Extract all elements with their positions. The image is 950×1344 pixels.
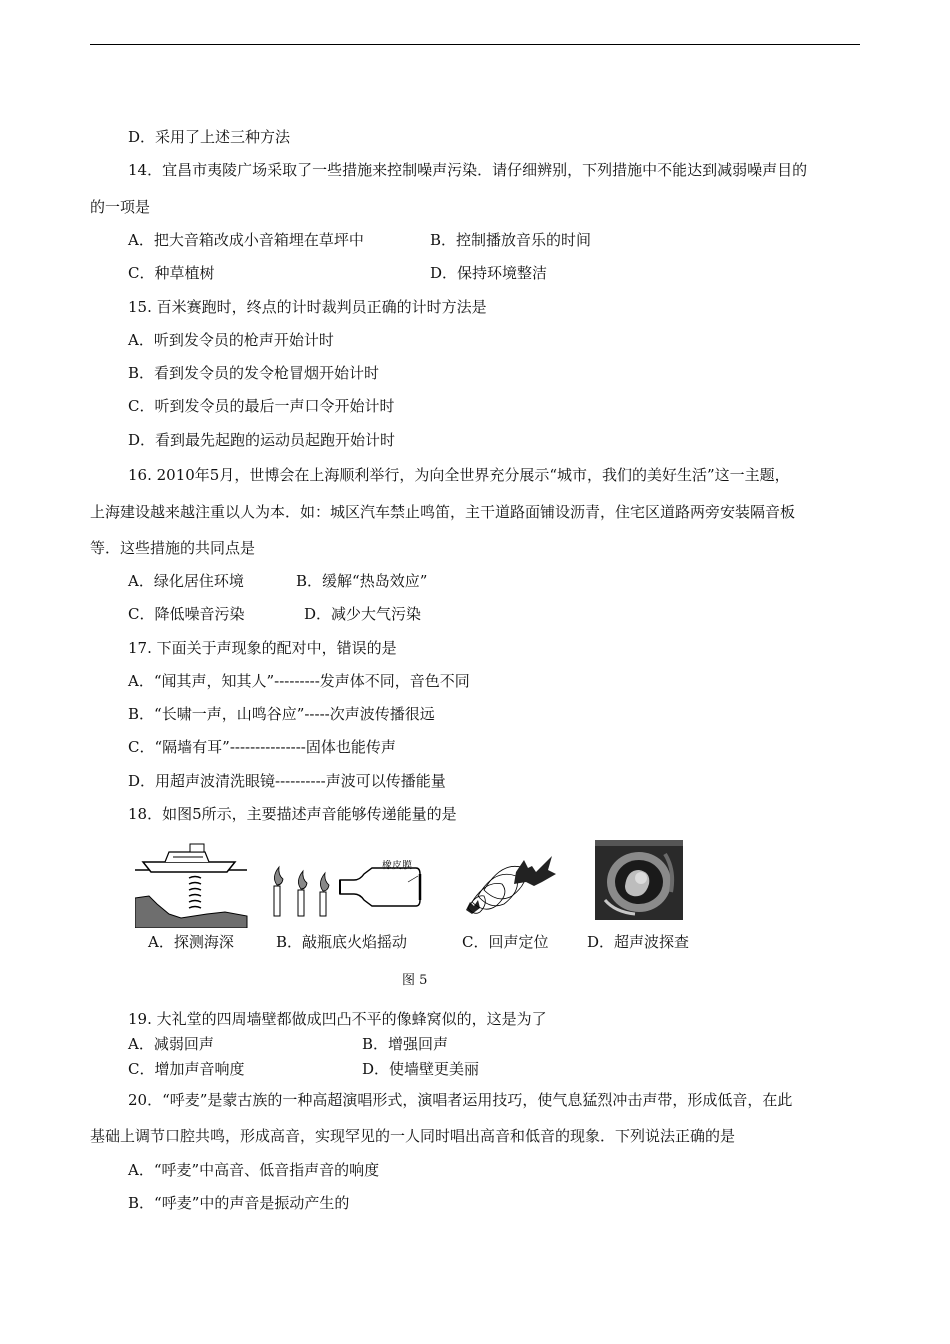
figure-number: 图 5 [402,973,428,988]
q16-option-a: A．绿化居住环境 [128,572,244,590]
q13-option-d: D．采用了上述三种方法 [128,128,291,146]
membrane-label: 橡皮膜 [382,860,412,872]
q16-option-c: C．降低噪音污染 [128,605,245,623]
q16-stem-line3: 等．这些措施的共同点是 [90,539,256,557]
q18-stem: 18．如图5所示，主要描述声音能够传递能量的是 [128,805,457,823]
q17-option-c: C．“隔墙有耳”---------------固体也能传声 [128,738,396,756]
q15-option-c: C．听到发令员的最后一声口令开始计时 [128,397,395,415]
q19-option-b: B．增强回声 [362,1035,449,1053]
q14-option-c: C．种草植树 [128,264,215,282]
figure-caption-a: A．探测海深 [148,933,234,951]
q15-option-b: B．看到发令员的发令枪冒烟开始计时 [128,364,380,382]
q17-option-b: B．“长啸一声，山鸣谷应”-----次声波传播很远 [128,705,435,723]
figure-caption-d: D．超声波探查 [587,933,690,951]
q19-option-d: D．使墙壁更美丽 [362,1060,480,1078]
q19-option-c: C．增加声音响度 [128,1060,245,1078]
q15-option-d: D．看到最先起跑的运动员起跑开始计时 [128,431,396,449]
q17-stem: 17. 下面关于声现象的配对中，错误的是 [128,639,397,657]
bottle-candle-illustration [268,860,440,922]
q19-stem: 19. 大礼堂的四周墙壁都做成凹凸不平的像蜂窝似的，这是为了 [128,1010,547,1028]
q20-stem-line1: 20．“呼麦”是蒙古族的一种高超演唱形式，演唱者运用技巧，使气息猛烈冲击声带，形成低音，在此 [128,1091,793,1109]
q20-option-a: A．“呼麦”中高音、低音指声音的响度 [128,1161,380,1179]
q14-option-b: B．控制播放音乐的时间 [430,231,592,249]
q14-option-d: D．保持环境整洁 [430,264,548,282]
q20-stem-line2: 基础上调节口腔共鸣，形成高音，实现罕见的一人同时唱出高音和低音的现象．下列说法正确的是 [90,1127,736,1145]
q20-option-b: B．“呼麦”中的声音是振动产生的 [128,1194,350,1212]
q16-option-d: D．减少大气污染 [304,605,422,623]
q17-option-a: A．“闻其声，知其人”---------发声体不同，音色不同 [128,672,470,690]
bat-echolocation-illustration [458,850,558,920]
q14-stem-line1: 14．宜昌市夷陵广场采取了一些措施来控制噪声污染．请仔细辨别，下列措施中不能达到减弱噪声目的 [128,161,808,179]
ship-sonar-illustration [135,836,250,928]
q16-stem-line2: 上海建设越来越注重以人为本．如：城区汽车禁止鸣笛，主干道路面铺设沥青，住宅区道路两旁安装隔音板 [90,503,796,521]
header-rule [90,44,860,45]
q19-option-a: A．减弱回声 [128,1035,214,1053]
figure-caption-b: B．敲瓶底火焰摇动 [276,933,408,951]
figure-caption-c: C．回声定位 [462,933,549,951]
q17-option-d: D．用超声波清洗眼镜----------声波可以传播能量 [128,772,446,790]
q16-stem-line1: 16. 2010年5月，世博会在上海顺利举行，为向全世界充分展示“城市，我们的美好生活”这一主题， [128,466,790,484]
q15-stem: 15. 百米赛跑时，终点的计时裁判员正确的计时方法是 [128,298,487,316]
ultrasound-scan-illustration [595,840,683,920]
q14-stem-line2: 的一项是 [90,198,151,216]
q16-option-b: B．缓解“热岛效应” [296,572,428,590]
q14-option-a: A．把大音箱改成小音箱埋在草坪中 [128,231,364,249]
q15-option-a: A．听到发令员的枪声开始计时 [128,331,334,349]
